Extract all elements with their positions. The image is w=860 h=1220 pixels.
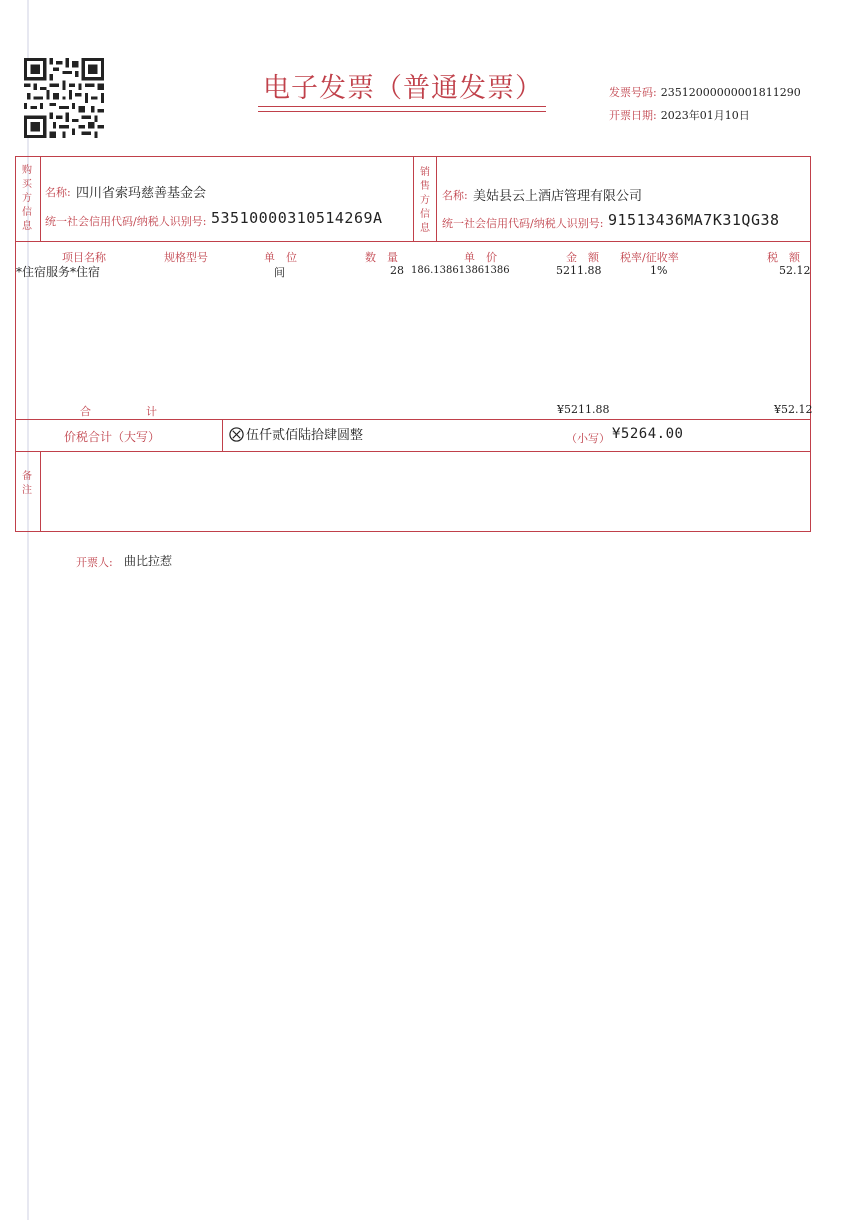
grand-total-upper	[229, 424, 363, 443]
grand-total-small-label: （小写）	[566, 432, 610, 445]
invoice-number-label: 发票号码:	[609, 86, 657, 99]
buyer-side-label: 购买方信息	[22, 165, 32, 232]
invoice-date-value: 2023年01月10日	[660, 109, 750, 122]
seller-side-label: 销售方信息	[420, 167, 430, 234]
title-underline-2	[258, 111, 546, 112]
item-amount: 5211.88	[556, 264, 602, 277]
invoice-title: 电子发票（普通发票）	[263, 73, 543, 104]
grand-total-small: ¥5264.00	[612, 426, 684, 442]
col-header-price: 单 价	[464, 251, 497, 264]
issuer-name: 曲比拉惹	[124, 554, 173, 568]
col-header-rate: 税率/征收率	[620, 251, 679, 264]
invoice-number	[609, 84, 801, 100]
col-header-spec: 规格型号	[164, 251, 208, 264]
col-header-tax: 税 额	[767, 251, 800, 264]
remarks-side-divider	[40, 451, 41, 531]
col-header-qty: 数 量	[365, 251, 398, 264]
grand-total-divider	[222, 419, 223, 452]
seller-name: 美姑县云上酒店管理有限公司	[473, 189, 643, 204]
buyer-tax-id-label: 统一社会信用代码/纳税人识别号:	[45, 215, 207, 228]
grand-total-upper-label: 价税合计（大写）	[64, 430, 161, 444]
col-header-amount: 金 额	[566, 251, 599, 264]
item-qty: 28	[390, 264, 404, 277]
divider-totals	[15, 419, 811, 420]
total-amount: ¥5211.88	[557, 403, 610, 416]
item-unit: 间	[274, 266, 285, 279]
qr-code	[24, 58, 104, 138]
invoice-date	[609, 107, 750, 123]
seller-side-divider	[436, 156, 437, 242]
party-divider	[413, 156, 414, 242]
item-tax: 52.12	[779, 264, 811, 277]
divider-grand-total	[15, 451, 811, 452]
total-tax: ¥52.12	[774, 403, 813, 416]
remarks-side-label: 备注	[22, 471, 32, 496]
circle-x-icon	[229, 427, 244, 442]
col-header-unit: 单 位	[264, 251, 297, 264]
seller-name-label: 名称:	[442, 189, 468, 202]
issuer-label: 开票人:	[76, 556, 113, 569]
title-underline	[258, 106, 546, 107]
item-price: 186.138613861386	[411, 265, 510, 276]
grand-total-upper-value: 伍仟贰佰陆拾肆圆整	[246, 428, 364, 443]
buyer-name: 四川省索玛慈善基金会	[76, 186, 207, 201]
buyer-name-label: 名称:	[45, 186, 71, 199]
buyer-tax-id: 53510000310514269A	[211, 209, 383, 227]
total-label: 合 计	[80, 405, 157, 418]
col-header-name: 项目名称	[62, 251, 106, 264]
invoice-number-value: 23512000000001811290	[660, 86, 801, 99]
seller-tax-id: 91513436MA7K31QG38	[608, 211, 780, 229]
item-rate: 1%	[650, 264, 668, 277]
seller-tax-id-label: 统一社会信用代码/纳税人识别号:	[442, 217, 604, 230]
item-name: *住宿服务*住宿	[16, 265, 101, 279]
buyer-side-divider	[40, 156, 41, 242]
invoice-date-label: 开票日期:	[609, 109, 657, 122]
